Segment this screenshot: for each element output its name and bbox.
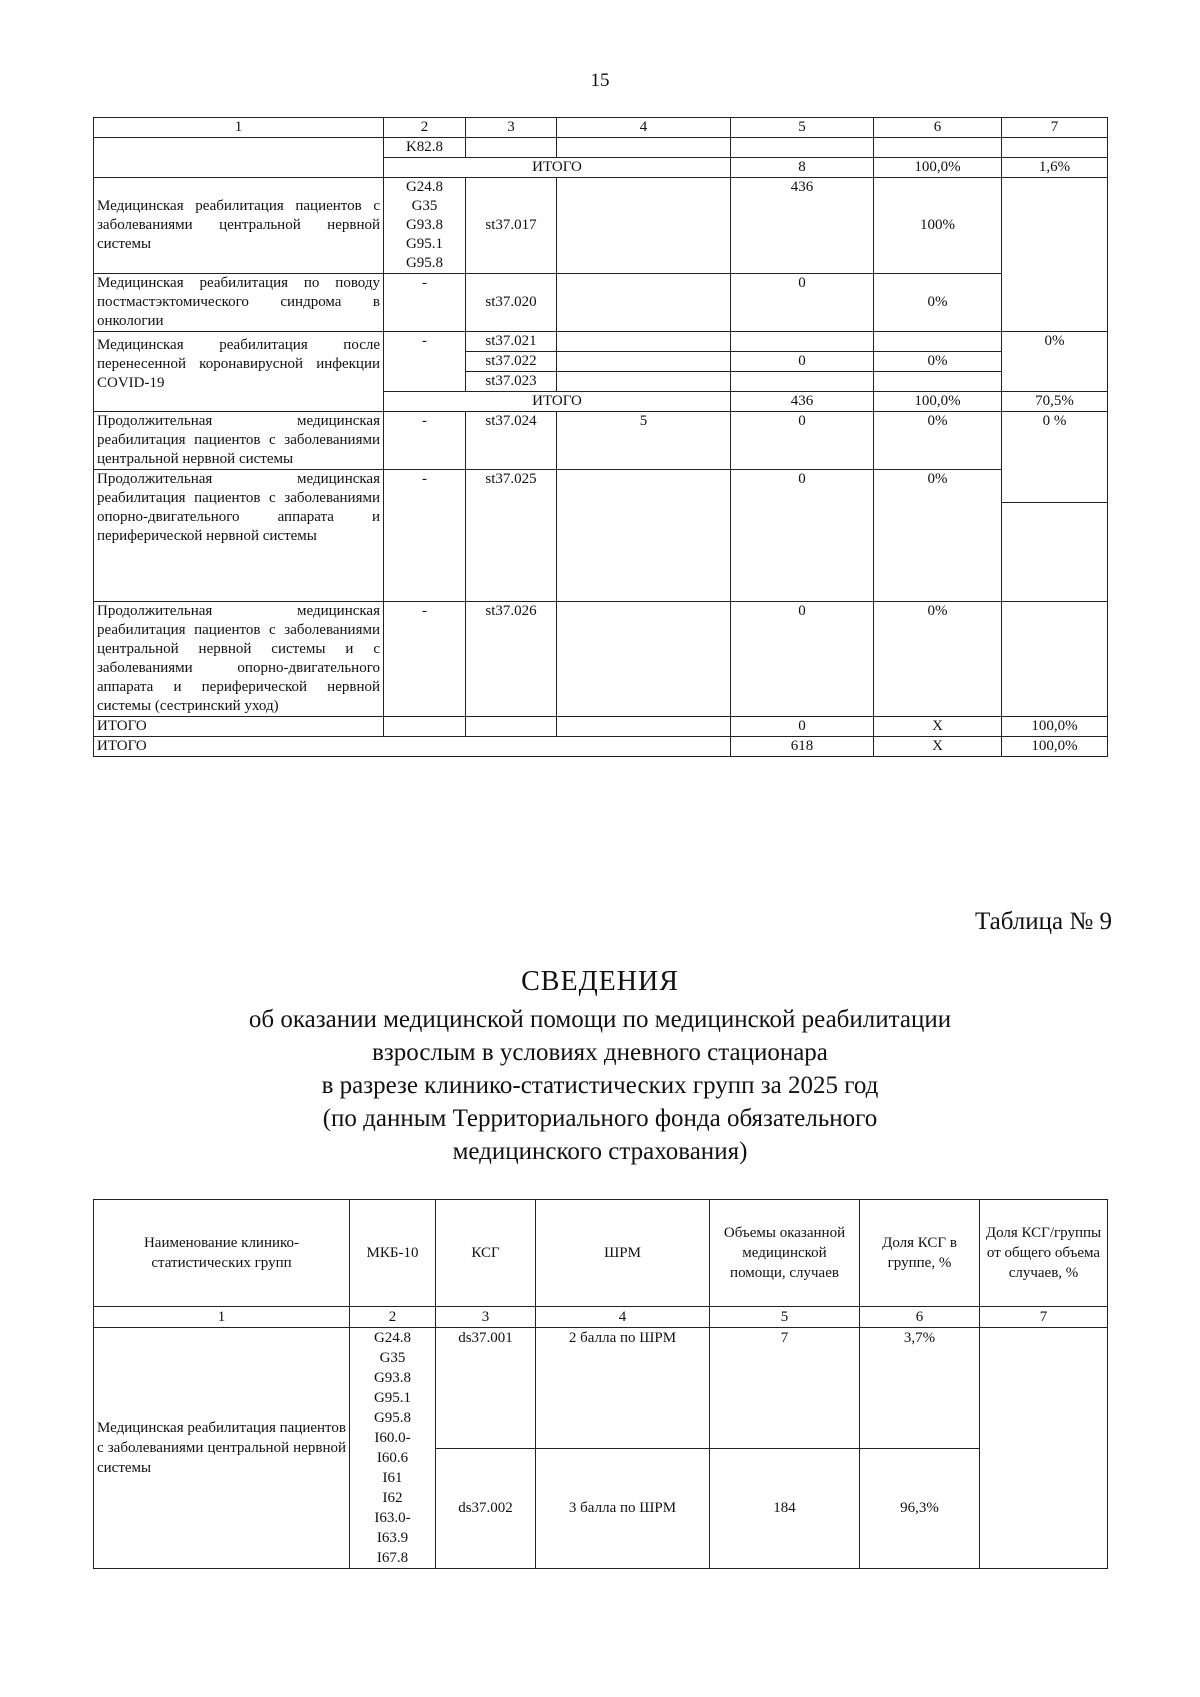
cases-cell: 0: [731, 602, 874, 717]
subtitle-line: взрослым в условиях дневного стационара: [372, 1039, 828, 1066]
col-num: 6: [874, 118, 1002, 138]
cell-empty: [874, 138, 1002, 158]
cell-empty: [557, 470, 731, 602]
subtitle-line: (по данным Территориального фонда обязательного: [322, 1105, 878, 1132]
cell-empty: [1002, 602, 1108, 717]
share-cell: 100%: [874, 178, 1002, 274]
cell-empty: [466, 717, 557, 737]
cell-empty: [557, 178, 731, 274]
ksg-cell: st37.025: [466, 470, 557, 602]
shrm-cell: 5: [557, 412, 731, 470]
subtitle-line: в разрезе клинико-статистических групп за 2025 год: [321, 1072, 879, 1099]
cases-cell: 0: [731, 470, 874, 602]
group-name: Медицинская реабилитация по поводу постмастэктомического синдрома в онкологии: [94, 274, 384, 332]
cell-empty: [557, 332, 731, 352]
group-name: Продолжительная медицинская реабилитация пациентов с заболеваниями центральной нервной системы и с заболеваниями опорно-двигательного аппарата и периферической нервной системы (сестринский уход): [94, 602, 384, 717]
mkb-cell: K82.8: [384, 138, 466, 158]
cell-empty: [94, 138, 384, 178]
table-row: [94, 178, 1108, 274]
col-num: 7: [1002, 118, 1108, 138]
ksg-cell: ds37.001: [436, 1328, 536, 1449]
header-cell: Объемы оказанной медицинской помощи, случаев: [710, 1200, 860, 1307]
subtitle-line: об оказании медицинской помощи по медицинской реабилитации: [248, 1006, 952, 1033]
header-cell: КСГ: [436, 1200, 536, 1307]
ksg-cell: st37.017: [466, 178, 557, 274]
ksg-cell: ds37.002: [436, 1448, 536, 1569]
cases-cell: 184: [710, 1448, 860, 1569]
table-row: [94, 470, 1108, 503]
total-cases: 0: [731, 717, 874, 737]
col-num: 3: [466, 118, 557, 138]
cell-empty: [874, 332, 1002, 352]
cases-cell: 0: [731, 352, 874, 372]
col-num: 4: [557, 118, 731, 138]
column-numbers-row: [94, 118, 1108, 138]
cell-empty: [557, 138, 731, 158]
table-row: [94, 1328, 1108, 1449]
group-name: Продолжительная медицинская реабилитация пациентов с заболеваниями опорно-двигательного аппарата и периферической нервной системы: [94, 470, 384, 602]
header-cell: ШРМ: [536, 1200, 710, 1307]
ksg-cell: st37.026: [466, 602, 557, 717]
col-num: 6: [860, 1307, 980, 1328]
col-num: 5: [710, 1307, 860, 1328]
table-row: [94, 332, 1108, 352]
ksg-cell: st37.023: [466, 372, 557, 392]
cell-empty: [557, 602, 731, 717]
total-overall-share: 1,6%: [1002, 158, 1108, 178]
cell-empty: [1002, 503, 1108, 602]
total-overall-share: 100,0%: [1002, 737, 1108, 757]
cell-empty: [874, 372, 1002, 392]
total-label: ИТОГО: [384, 392, 731, 412]
total-cases: 8: [731, 158, 874, 178]
cases-cell: 0: [731, 412, 874, 470]
cell-empty: [557, 274, 731, 332]
table-row: [94, 602, 1108, 717]
mkb-cell: G24.8 G35 G93.8 G95.1 G95.8: [384, 178, 466, 274]
cell-empty: [731, 372, 874, 392]
header-cell: Доля КСГ/группы от общего объема случаев, %: [980, 1200, 1108, 1307]
table-8-continued: [93, 117, 1108, 757]
total-cases: 436: [731, 392, 874, 412]
cases-cell: 7: [710, 1328, 860, 1449]
document-title: СВЕДЕНИЯ: [521, 966, 679, 997]
mkb-cell: -: [384, 470, 466, 602]
col-num: 4: [536, 1307, 710, 1328]
mkb-cell: -: [384, 332, 466, 392]
ksg-cell: st37.021: [466, 332, 557, 352]
share-cell: 96,3%: [860, 1448, 980, 1569]
header-cell: МКБ-10: [350, 1200, 436, 1307]
column-numbers-row: [94, 1307, 1108, 1328]
col-num: 5: [731, 118, 874, 138]
cell-empty: [466, 138, 557, 158]
grand-total-row: [94, 737, 1108, 757]
col-num: 3: [436, 1307, 536, 1328]
total-cases: 618: [731, 737, 874, 757]
total-label: ИТОГО: [384, 158, 731, 178]
total-label: ИТОГО: [94, 717, 384, 737]
group-name: Медицинская реабилитация после перенесенной коронавирусной инфекции COVID-19: [94, 332, 384, 412]
cell-empty: [731, 138, 874, 158]
share-cell: 0%: [874, 352, 1002, 372]
cell-empty: [1002, 178, 1108, 332]
table-row: [94, 138, 1108, 158]
shrm-cell: 3 балла по ШРМ: [536, 1448, 710, 1569]
ksg-cell: st37.024: [466, 412, 557, 470]
cell-empty: [1002, 138, 1108, 158]
table-number: Таблица № 9: [974, 908, 1112, 935]
cell-empty: [557, 352, 731, 372]
cell-empty: [557, 717, 731, 737]
page-number: 15: [590, 70, 610, 91]
col-num: 1: [94, 1307, 350, 1328]
col-num: 7: [980, 1307, 1108, 1328]
cell-empty: [384, 717, 466, 737]
share-cell: 0%: [874, 470, 1002, 602]
total-row: [94, 717, 1108, 737]
total-label: ИТОГО: [94, 737, 731, 757]
subtitle-line: медицинского страхования): [452, 1138, 748, 1165]
mkb-cell: G24.8 G35 G93.8 G95.1 G95.8 I60.0- I60.6 I61 I62 I63.0- I63.9 I67.8: [350, 1328, 436, 1569]
total-share: 100,0%: [874, 392, 1002, 412]
group-name: Медицинская реабилитация пациентов с заболеваниями центральной нервной системы: [94, 178, 384, 274]
group-name: Продолжительная медицинская реабилитация пациентов с заболеваниями центральной нервной системы: [94, 412, 384, 470]
total-overall-share: 100,0%: [1002, 717, 1108, 737]
share-cell: 0%: [874, 274, 1002, 332]
overall-share-cell: 0%: [1002, 332, 1108, 392]
cases-cell: 0: [731, 274, 874, 332]
share-cell: 0%: [874, 412, 1002, 470]
share-cell: 3,7%: [860, 1328, 980, 1449]
document-subtitle: [0, 1003, 1200, 1168]
total-overall-share: 70,5%: [1002, 392, 1108, 412]
share-cell: 0%: [874, 602, 1002, 717]
cases-cell: 436: [731, 178, 874, 274]
table-row: [94, 274, 1108, 332]
group-name: Медицинская реабилитация пациентов с заболеваниями центральной нервной системы: [94, 1328, 350, 1569]
mkb-cell: -: [384, 412, 466, 470]
mkb-cell: -: [384, 274, 466, 332]
table-9: [93, 1199, 1108, 1569]
header-cell: Доля КСГ в группе, %: [860, 1200, 980, 1307]
header-cell: Наименование клинико-статистических групп: [94, 1200, 350, 1307]
table-row: [94, 412, 1108, 470]
ksg-cell: st37.020: [466, 274, 557, 332]
total-share: X: [874, 717, 1002, 737]
overall-share-cell: 0 %: [1002, 412, 1108, 503]
header-row: [94, 1200, 1108, 1307]
col-num: 2: [350, 1307, 436, 1328]
cell-empty: [980, 1328, 1108, 1569]
cell-empty: [557, 372, 731, 392]
shrm-cell: 2 балла по ШРМ: [536, 1328, 710, 1449]
total-share: 100,0%: [874, 158, 1002, 178]
mkb-cell: -: [384, 602, 466, 717]
col-num: 2: [384, 118, 466, 138]
cell-empty: [731, 332, 874, 352]
total-share: X: [874, 737, 1002, 757]
col-num: 1: [94, 118, 384, 138]
ksg-cell: st37.022: [466, 352, 557, 372]
